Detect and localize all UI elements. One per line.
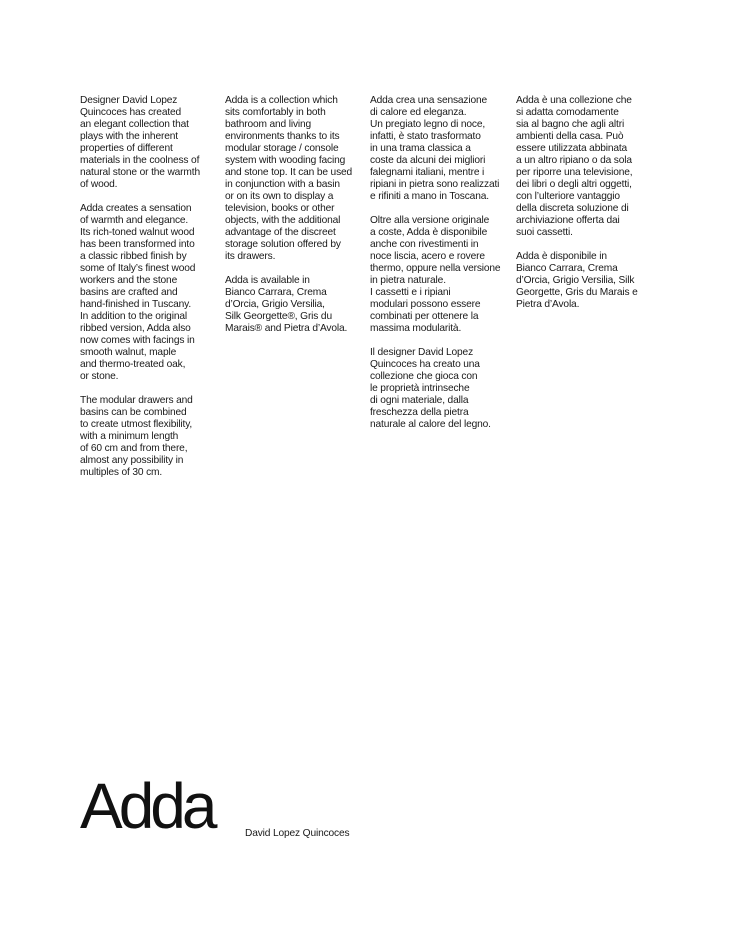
collection-title: Adda	[80, 770, 214, 842]
paragraph: Adda is available in Bianco Carrara, Crema d’Orcia, Grigio Versilia, Silk Georgette®, Gris du Marais® and Pietra d’Avola.	[225, 275, 348, 334]
paragraph: Adda is a collection which sits comfortably in both bathroom and living environments thanks to its modular storage / console system with wooding facing and stone top. It can be used in conjunction with a basin or on its own to display a television, books or other objects, with the additional advantage of the discreet storage solution offered by its drawers.	[225, 95, 353, 262]
text-column-english-2	[225, 95, 359, 347]
paragraph: Adda è una collezione che si adatta comodamente sia al bagno che agli altri ambienti della casa. Può essere utilizzata abbinata a un altro ripiano o da sola per riporre una televisione, dei libri o degli altri oggetti, con l’ulteriore vantaggio della discreta soluzione di archiviazione offerta dai suoi cassetti.	[516, 95, 633, 238]
paragraph: Il designer David Lopez Quincoces ha creato una collezione che gioca con le proprietà intrinseche di ogni materiale, dalla freschezza della pietra naturale al calore del legno.	[370, 347, 491, 430]
paragraph: The modular drawers and basins can be combined to create utmost flexibility, with a minimum length of 60 cm and from there, almost any possibility in multiples of 30 cm.	[80, 395, 193, 478]
designer-credit: David Lopez Quincoces	[245, 828, 350, 839]
text-column-english-1	[80, 95, 214, 491]
paragraph: Adda crea una sensazione di calore ed eleganza. Un pregiato legno di noce, infatti, è stato trasformato in una trama classica a coste da alcuni dei migliori falegnami italiani, mentre i ripiani in pietra sono realizzati e rifiniti a mano in Toscana.	[370, 95, 500, 202]
paragraph: Adda è disponibile in Bianco Carrara, Crema d’Orcia, Grigio Versilia, Silk Georgette, Gris du Marais e Pietra d’Avola.	[516, 251, 638, 310]
text-column-italian-1	[370, 95, 504, 443]
text-column-italian-2	[516, 95, 650, 323]
paragraph: Designer David Lopez Quincoces has created an elegant collection that plays with the inherent properties of different materials in the coolness of natural stone or the warmth of wood.	[80, 95, 200, 190]
paragraph: Oltre alla versione originale a coste, Adda è disponibile anche con rivestimenti in noce liscia, acero e rovere thermo, oppure nella versione in pietra naturale. I cassetti e i ripiani modulari possono essere combinati per ottenere la massima modularità.	[370, 215, 501, 334]
paragraph: Adda creates a sensation of warmth and elegance. Its rich-toned walnut wood has been transformed into a classic ribbed finish by some of Italy’s finest wood workers and the stone basins are crafted and hand-finished in Tuscany. In addition to the original ribbed version, Adda also now comes with facings in smooth walnut, maple and thermo-treated oak, or stone.	[80, 203, 196, 382]
